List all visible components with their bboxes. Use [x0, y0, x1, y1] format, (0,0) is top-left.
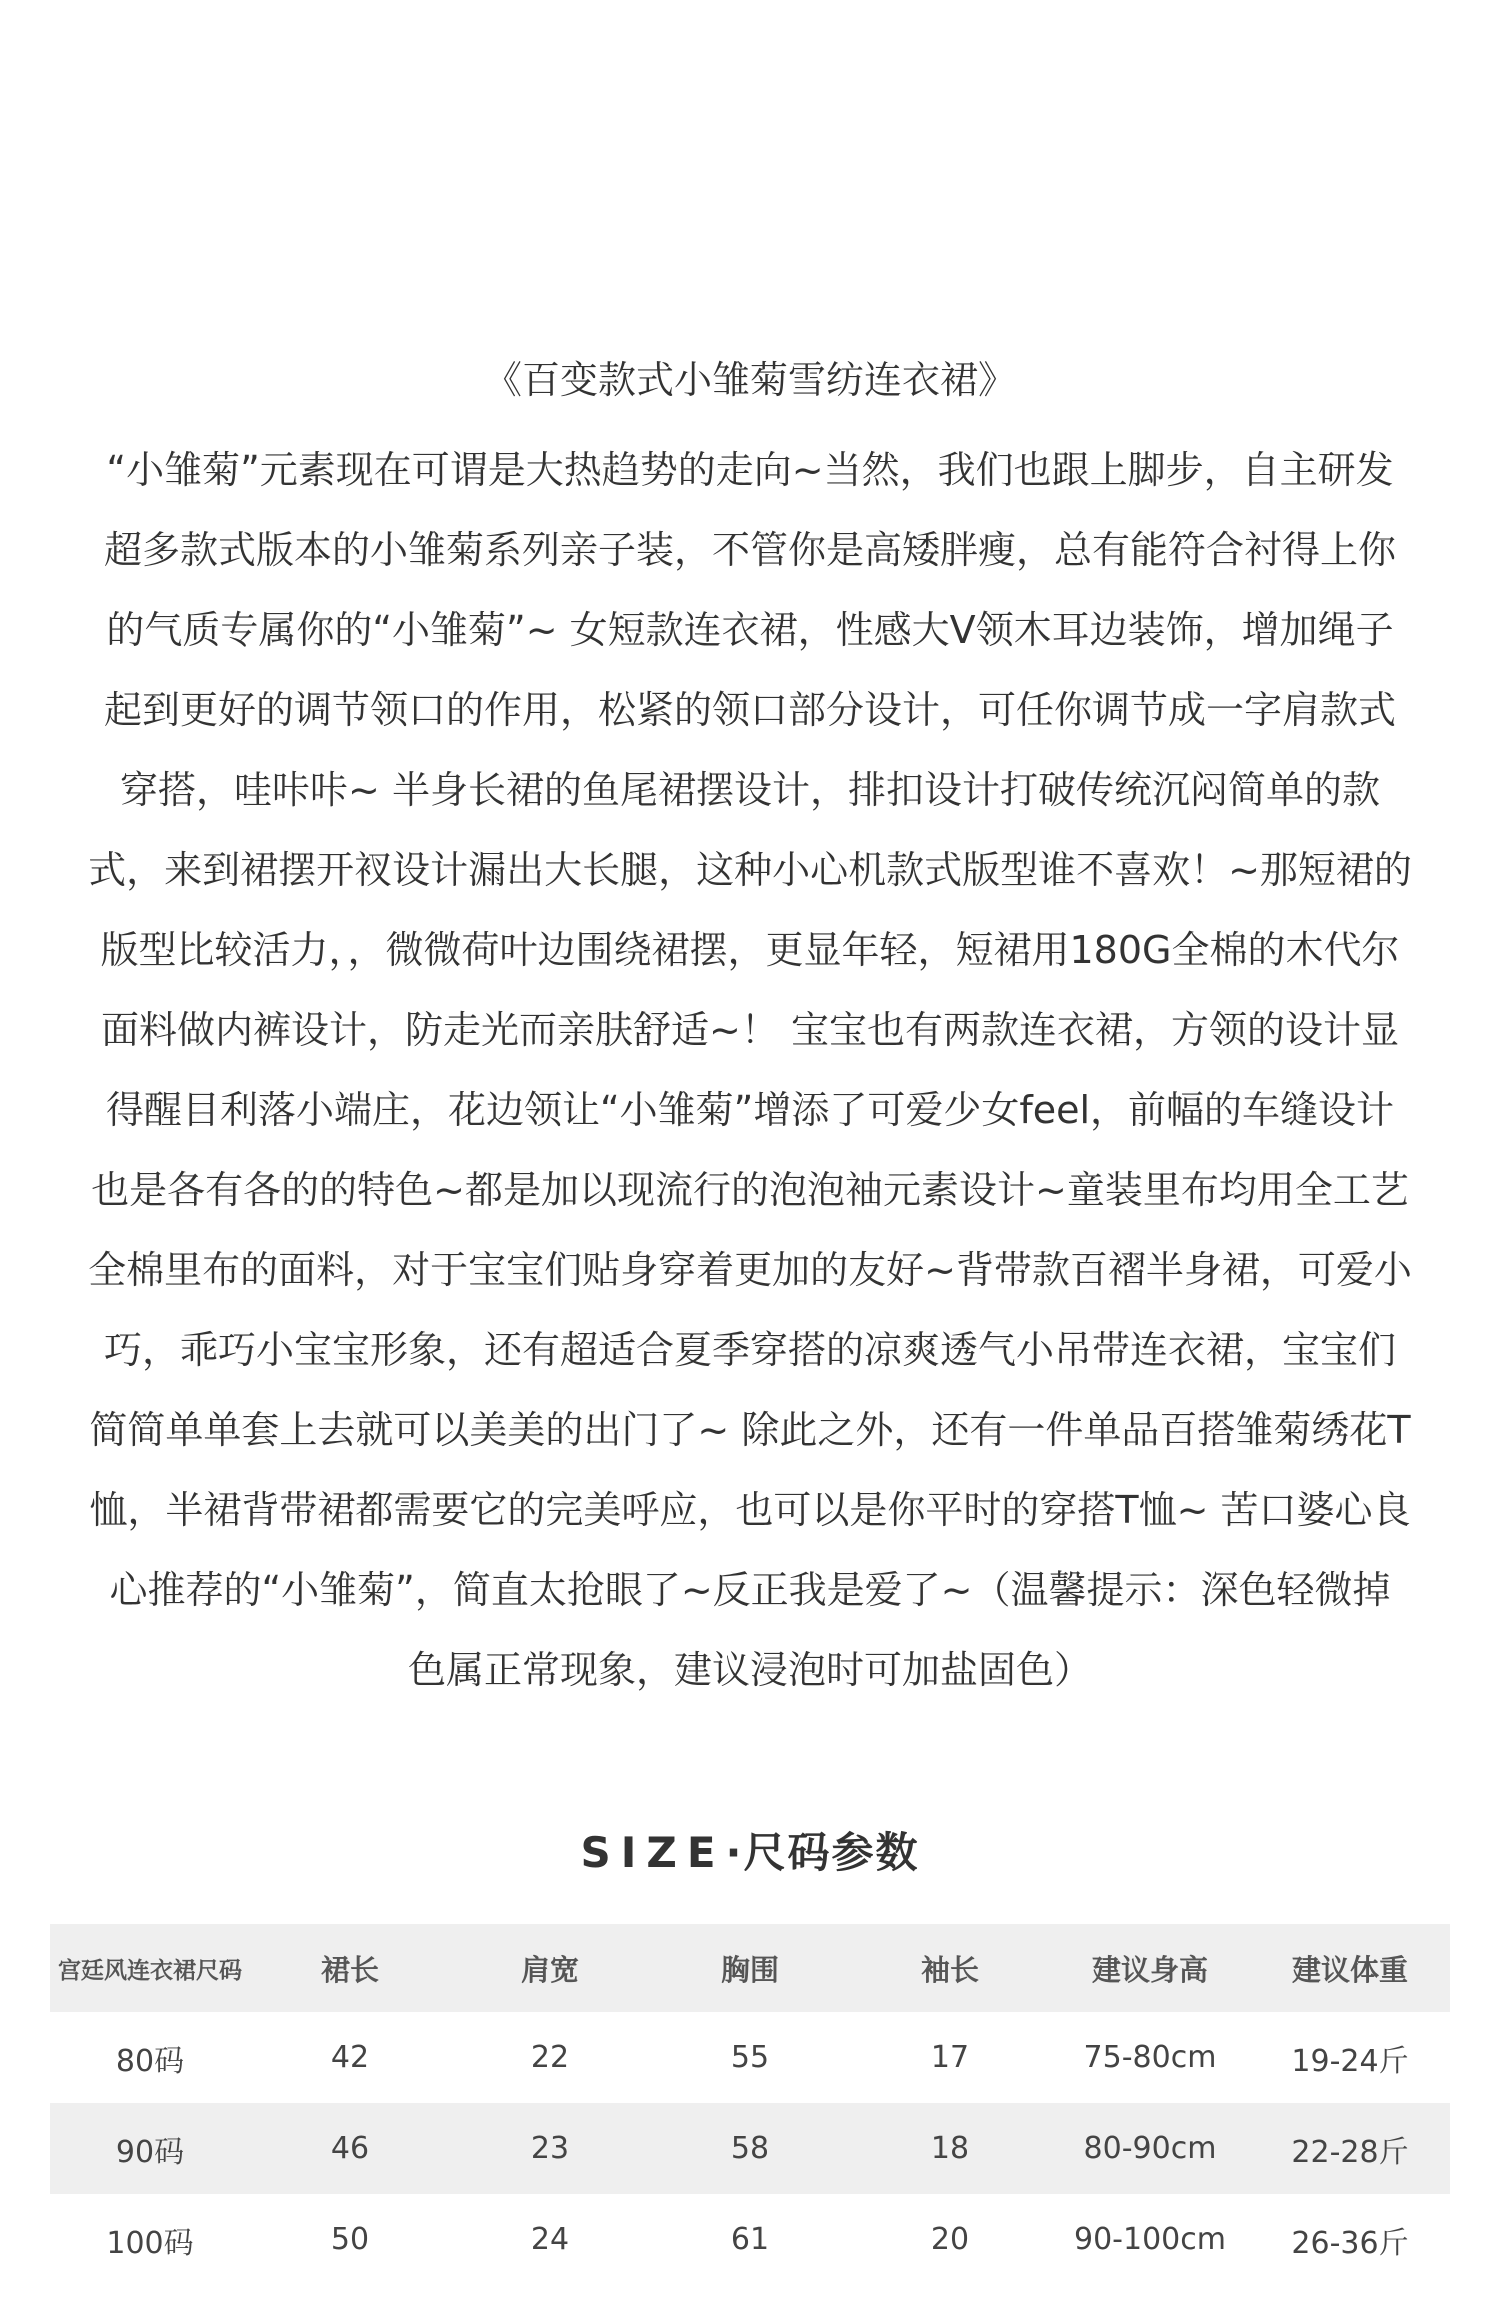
description-line: 全棉里布的面料，对于宝宝们贴身穿着更加的友好~背带款百褶半身裙，可爱小 [88, 1248, 1412, 1292]
table-cell: 46 [330, 2131, 370, 2166]
size-section-heading [0, 1818, 1500, 1888]
description-line: 起到更好的调节领口的作用，松紧的领口部分设计，可任你调节成一字肩款式 [103, 688, 1396, 732]
table-cell: 58 [730, 2131, 770, 2166]
table-cell: 23 [530, 2131, 570, 2166]
table-row [50, 2012, 1450, 2103]
product-description [0, 430, 1500, 1710]
table-cell: 19-24斤 [1291, 2043, 1409, 2079]
description-line: “小雏菊”元素现在可谓是大热趋势的走向~当然，我们也跟上脚步，自主研发 [106, 448, 1394, 492]
description-line: 版型比较活力，，微微荷叶边围绕裙摆，更显年轻，短裙用180G全棉的木代尔 [100, 928, 1400, 972]
table-cell: 50 [330, 2222, 370, 2257]
table-cell: 80码 [115, 2043, 185, 2079]
size-table-header-row [50, 1924, 1450, 2012]
table-cell: 22-28斤 [1291, 2134, 1409, 2170]
table-cell: 42 [330, 2040, 370, 2075]
description-line: 也是各有各的的特色~都是加以现流行的泡泡袖元素设计~童装里布均用全工艺 [91, 1168, 1409, 1212]
description-line: 巧，乖巧小宝宝形象，还有超适合夏季穿搭的凉爽透气小吊带连衣裙，宝宝们 [103, 1328, 1396, 1372]
table-cell: 20 [930, 2222, 970, 2257]
table-cell: 55 [730, 2040, 770, 2075]
description-line: 恤，半裙背带裙都需要它的完美呼应，也可以是你平时的穿搭T恤~ 苦口婆心良 [89, 1488, 1411, 1532]
description-line: 式，来到裙摆开衩设计漏出大长腿，这种小心机款式版型谁不喜欢！~那短裙的 [88, 848, 1412, 892]
header-bust: 胸围 [720, 1952, 779, 1987]
table-cell: 18 [930, 2131, 970, 2166]
table-cell: 22 [530, 2040, 570, 2075]
size-table [50, 1924, 1450, 2285]
size-heading-separator: · [725, 1828, 744, 1877]
header-sleeve-length: 袖长 [920, 1952, 979, 1987]
description-line: 得醒目利落小端庄，花边领让“小雏菊”增添了可爱少女feel，前幅的车缝设计 [105, 1088, 1395, 1132]
page-title: 《百变款式小雏菊雪纺连衣裙》 [483, 358, 1016, 402]
description-line: 心推荐的“小雏菊”，简直太抢眼了~反正我是爱了~（温馨提示：深色轻微掉 [109, 1568, 1391, 1612]
header-suggested-height: 建议身高 [1091, 1952, 1208, 1987]
header-skirt-length: 裙长 [320, 1952, 379, 1987]
table-cell: 75-80cm [1083, 2040, 1217, 2075]
table-cell: 17 [930, 2040, 970, 2075]
table-cell: 61 [730, 2222, 770, 2257]
table-cell: 26-36斤 [1291, 2225, 1409, 2261]
description-line: 色属正常现象，建议浸泡时可加盐固色） [407, 1648, 1092, 1692]
description-line: 简简单单套上去就可以美美的出门了~ 除此之外，还有一件单品百搭雏菊绣花T [89, 1408, 1411, 1452]
table-row [50, 2103, 1450, 2194]
header-suggested-weight: 建议体重 [1291, 1952, 1408, 1987]
table-row [50, 2194, 1450, 2285]
description-line: 的气质专属你的“小雏菊”~ 女短款连衣裙，性感大V领木耳边装饰，增加绳子 [106, 608, 1394, 652]
table-cell: 90码 [115, 2134, 185, 2170]
table-cell: 100码 [106, 2225, 194, 2261]
header-size: 宫廷风连衣裙尺码 [58, 1957, 242, 1984]
size-heading-en: SIZE [580, 1828, 726, 1877]
description-line: 穿搭，哇咔咔~ 半身长裙的鱼尾裙摆设计，排扣设计打破传统沉闷简单的款 [120, 768, 1380, 812]
table-cell: 24 [530, 2222, 570, 2257]
table-cell: 80-90cm [1083, 2131, 1217, 2166]
header-shoulder-width: 肩宽 [520, 1952, 579, 1987]
table-cell: 90-100cm [1074, 2222, 1226, 2257]
size-heading-cn: 尺码参数 [743, 1828, 920, 1877]
description-line: 面料做内裤设计，防走光而亲肤舒适~！ 宝宝也有两款连衣裙，方领的设计显 [101, 1008, 1399, 1052]
description-line: 超多款式版本的小雏菊系列亲子装，不管你是高矮胖瘦，总有能符合衬得上你 [103, 528, 1396, 572]
